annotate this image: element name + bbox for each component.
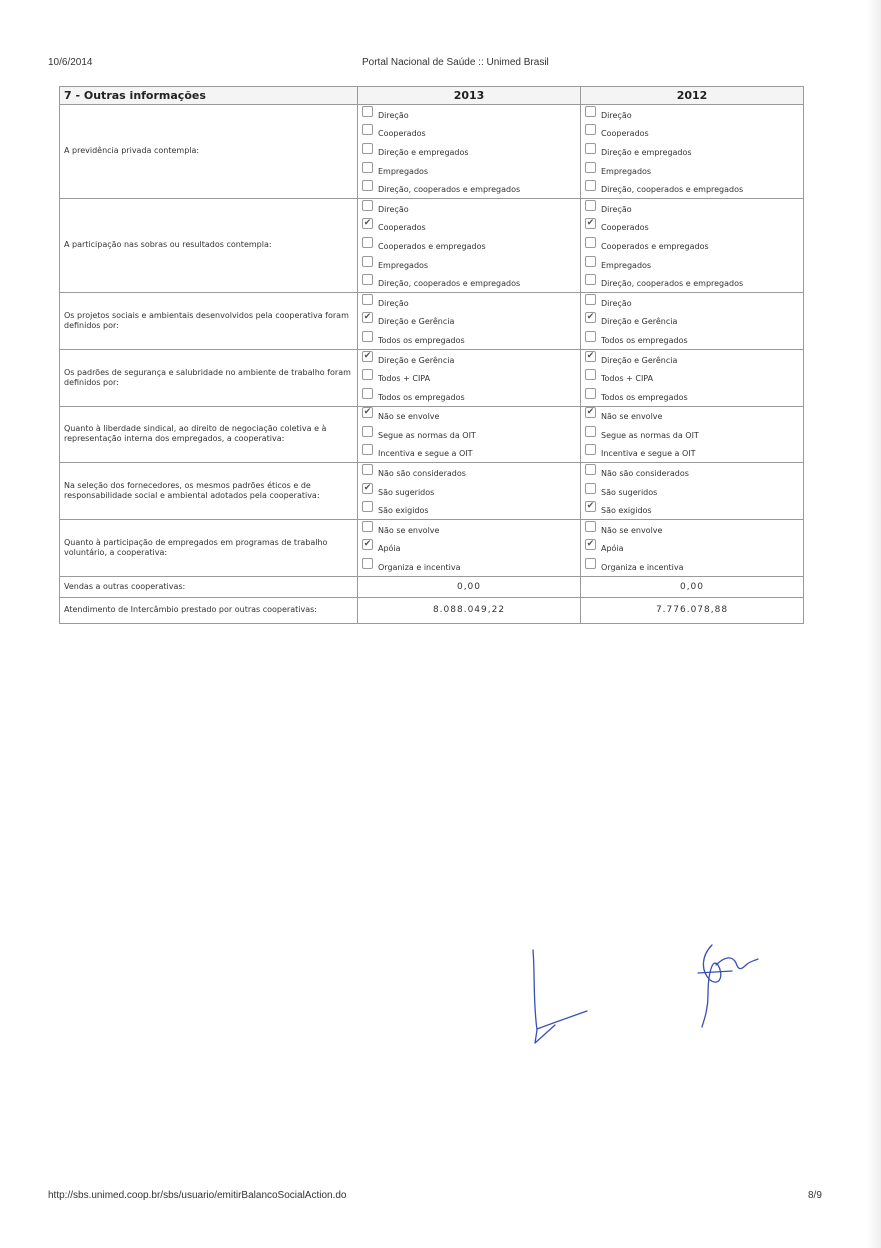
checkmark-icon: ✔ bbox=[586, 218, 595, 229]
checkbox[interactable] bbox=[362, 143, 373, 154]
checkbox-label: Incentiva e segue a OIT bbox=[378, 449, 473, 459]
checkbox[interactable] bbox=[585, 200, 596, 211]
checkmark-icon: ✔ bbox=[363, 350, 372, 361]
checkbox-option[interactable] bbox=[585, 520, 799, 539]
handwritten-signature-right bbox=[690, 935, 770, 1035]
checkbox[interactable] bbox=[585, 312, 596, 323]
outras-informacoes-table bbox=[59, 86, 804, 624]
options-cell-2013 bbox=[358, 406, 581, 463]
checkbox-option[interactable] bbox=[362, 255, 576, 274]
checkbox-label: Não são considerados bbox=[378, 469, 466, 479]
checkbox-option[interactable] bbox=[585, 105, 799, 124]
checkbox[interactable] bbox=[362, 180, 373, 191]
checkbox[interactable] bbox=[585, 351, 596, 362]
checkbox-option[interactable] bbox=[585, 255, 799, 274]
checkbox-option[interactable] bbox=[585, 312, 799, 331]
checkbox-option[interactable] bbox=[362, 387, 576, 406]
checkbox-option[interactable] bbox=[585, 407, 799, 426]
checkbox-label: Segue as normas da OIT bbox=[378, 430, 476, 440]
checkbox[interactable] bbox=[585, 294, 596, 305]
checkbox-option[interactable] bbox=[362, 539, 576, 558]
checkbox[interactable] bbox=[585, 237, 596, 248]
value-cell-2013: 0,00 bbox=[358, 576, 581, 597]
question-cell: Quanto à liberdade sindical, ao direito de negociação coletiva e à representação interna dos empregados, a cooperativa: bbox=[60, 406, 358, 463]
checkbox[interactable] bbox=[585, 539, 596, 550]
checkbox-label: Direção bbox=[378, 204, 409, 214]
checkbox-label: Direção e Gerência bbox=[378, 355, 455, 365]
checkbox[interactable] bbox=[362, 558, 373, 569]
checkbox-label: Direção e empregados bbox=[601, 147, 692, 157]
checkbox[interactable] bbox=[362, 200, 373, 211]
options-cell-2012 bbox=[581, 349, 804, 406]
options-cell-2013 bbox=[358, 292, 581, 349]
checkbox-option[interactable] bbox=[362, 124, 576, 143]
checkbox[interactable] bbox=[362, 162, 373, 173]
options-cell-2013 bbox=[358, 463, 581, 520]
checkbox[interactable] bbox=[362, 483, 373, 494]
checkbox-option[interactable] bbox=[585, 387, 799, 406]
table-row bbox=[60, 463, 804, 520]
table-row bbox=[60, 406, 804, 463]
table-row bbox=[60, 105, 804, 199]
question-cell: Os projetos sociais e ambientais desenvolvidos pela cooperativa foram definidos por: bbox=[60, 292, 358, 349]
checkbox-label: Apóia bbox=[601, 544, 624, 554]
checkbox[interactable] bbox=[585, 143, 596, 154]
checkbox-option[interactable] bbox=[362, 557, 576, 576]
checkmark-icon: ✔ bbox=[363, 312, 372, 323]
options-cell-2013 bbox=[358, 198, 581, 292]
checkbox-label: Direção e Gerência bbox=[601, 355, 678, 365]
checkmark-icon: ✔ bbox=[586, 350, 595, 361]
checkbox[interactable] bbox=[585, 388, 596, 399]
checkmark-icon: ✔ bbox=[586, 312, 595, 323]
checkbox-option[interactable] bbox=[585, 482, 799, 501]
options-cell-2012 bbox=[581, 406, 804, 463]
checkbox-label: Direção bbox=[378, 298, 409, 308]
checkbox-option[interactable] bbox=[362, 425, 576, 444]
table-header-row bbox=[60, 87, 804, 105]
options-cell-2013 bbox=[358, 349, 581, 406]
table-row bbox=[60, 349, 804, 406]
checkbox[interactable] bbox=[585, 256, 596, 267]
checkbox-label: Direção e Gerência bbox=[601, 317, 678, 327]
table-row bbox=[60, 576, 804, 597]
page-edge-shadow bbox=[867, 0, 881, 1248]
print-page-title: Portal Nacional de Saúde :: Unimed Brasil bbox=[362, 57, 549, 68]
checkbox-option[interactable] bbox=[362, 236, 576, 255]
checkbox-label: Direção bbox=[601, 204, 632, 214]
checkbox-option[interactable] bbox=[585, 293, 799, 312]
checkbox-label: São exigidos bbox=[601, 506, 652, 516]
print-url: http://sbs.unimed.coop.br/sbs/usuario/emitirBalancoSocialAction.do bbox=[48, 1190, 347, 1201]
checkbox-label: Direção bbox=[601, 298, 632, 308]
checkbox-label: Não se envolve bbox=[601, 412, 663, 422]
checkbox-option[interactable] bbox=[362, 273, 576, 292]
checkbox-label: Organiza e incentiva bbox=[378, 563, 461, 573]
checkbox[interactable] bbox=[362, 312, 373, 323]
checkbox[interactable] bbox=[362, 331, 373, 342]
checkbox-label: Organiza e incentiva bbox=[601, 563, 684, 573]
checkbox-label: Todos os empregados bbox=[601, 335, 688, 345]
checkbox[interactable] bbox=[585, 558, 596, 569]
checkbox-label: Direção e Gerência bbox=[378, 317, 455, 327]
question-cell: A previdência privada contempla: bbox=[60, 105, 358, 199]
table-row bbox=[60, 198, 804, 292]
checkbox[interactable] bbox=[362, 274, 373, 285]
checkbox-label: Não se envolve bbox=[378, 525, 440, 535]
checkbox-label: Todos os empregados bbox=[378, 335, 465, 345]
checkbox[interactable] bbox=[585, 444, 596, 455]
checkbox[interactable] bbox=[585, 501, 596, 512]
year-header-2013: 2013 bbox=[358, 87, 581, 105]
value-cell-2013: 8.088.049,22 bbox=[358, 597, 581, 623]
options-cell-2012 bbox=[581, 198, 804, 292]
checkbox-option[interactable] bbox=[585, 124, 799, 143]
checkbox-label: Segue as normas da OIT bbox=[601, 430, 699, 440]
checkbox-label: Direção e empregados bbox=[378, 147, 469, 157]
checkbox-option[interactable] bbox=[362, 500, 576, 519]
checkbox[interactable] bbox=[585, 407, 596, 418]
checkbox-option[interactable] bbox=[362, 482, 576, 501]
checkbox-option[interactable] bbox=[362, 161, 576, 180]
options-cell-2012 bbox=[581, 463, 804, 520]
checkbox[interactable] bbox=[362, 237, 373, 248]
checkbox-label: São sugeridos bbox=[601, 487, 658, 497]
checkbox[interactable] bbox=[362, 106, 373, 117]
checkbox[interactable] bbox=[585, 521, 596, 532]
checkbox-option[interactable] bbox=[585, 539, 799, 558]
checkbox-label: Direção, cooperados e empregados bbox=[601, 279, 744, 289]
checkbox-label: Todos + CIPA bbox=[378, 374, 431, 384]
checkbox[interactable] bbox=[585, 426, 596, 437]
checkbox-label: São sugeridos bbox=[378, 487, 435, 497]
checkbox-label: Direção bbox=[601, 110, 632, 120]
checkbox-option[interactable] bbox=[585, 463, 799, 482]
checkbox[interactable] bbox=[585, 483, 596, 494]
question-cell: A participação nas sobras ou resultados contempla: bbox=[60, 198, 358, 292]
checkbox-label: Não se envolve bbox=[378, 412, 440, 422]
print-date: 10/6/2014 bbox=[48, 57, 93, 68]
question-cell: Atendimento de Intercâmbio prestado por outras cooperativas: bbox=[60, 597, 358, 623]
checkbox-option[interactable] bbox=[585, 557, 799, 576]
checkbox[interactable] bbox=[362, 256, 373, 267]
value-cell-2012: 7.776.078,88 bbox=[581, 597, 804, 623]
checkbox[interactable] bbox=[585, 124, 596, 135]
options-cell-2012 bbox=[581, 520, 804, 577]
checkbox-label: São exigidos bbox=[378, 506, 429, 516]
year-header-2012: 2012 bbox=[581, 87, 804, 105]
checkbox-label: Cooperados bbox=[378, 223, 426, 233]
checkbox[interactable] bbox=[362, 464, 373, 475]
checkbox[interactable] bbox=[585, 218, 596, 229]
checkbox-option[interactable] bbox=[362, 312, 576, 331]
checkbox-label: Empregados bbox=[378, 166, 429, 176]
checkbox[interactable] bbox=[585, 180, 596, 191]
checkbox-option[interactable] bbox=[585, 330, 799, 349]
checkmark-icon: ✔ bbox=[363, 539, 372, 550]
checkmark-icon: ✔ bbox=[586, 407, 595, 418]
checkbox[interactable] bbox=[362, 351, 373, 362]
checkbox-label: Direção, cooperados e empregados bbox=[378, 279, 521, 289]
checkbox-option[interactable] bbox=[362, 199, 576, 218]
checkbox-option[interactable] bbox=[585, 350, 799, 369]
checkbox[interactable] bbox=[362, 388, 373, 399]
options-cell-2012 bbox=[581, 292, 804, 349]
checkbox-label: Cooperados bbox=[378, 129, 426, 139]
checkbox-label: Apóia bbox=[378, 544, 401, 554]
checkbox-option[interactable] bbox=[362, 463, 576, 482]
checkmark-icon: ✔ bbox=[363, 482, 372, 493]
checkbox-option[interactable] bbox=[585, 199, 799, 218]
checkbox-option[interactable] bbox=[585, 425, 799, 444]
checkbox-label: Todos os empregados bbox=[378, 392, 465, 402]
checkbox-option[interactable] bbox=[362, 350, 576, 369]
checkbox-option[interactable] bbox=[362, 330, 576, 349]
checkbox-option[interactable] bbox=[585, 500, 799, 519]
checkbox[interactable] bbox=[362, 501, 373, 512]
checkbox-option[interactable] bbox=[362, 179, 576, 198]
checkbox-option[interactable] bbox=[362, 105, 576, 124]
checkbox-option[interactable] bbox=[585, 218, 799, 237]
question-cell: Quanto à participação de empregados em programas de trabalho voluntário, a cooperativa: bbox=[60, 520, 358, 577]
checkmark-icon: ✔ bbox=[586, 501, 595, 512]
checkbox-label: Cooperados e empregados bbox=[378, 241, 486, 251]
checkbox-label: Todos + CIPA bbox=[601, 374, 654, 384]
checkmark-icon: ✔ bbox=[363, 407, 372, 418]
checkbox[interactable] bbox=[362, 444, 373, 455]
print-page-number: 8/9 bbox=[808, 1190, 822, 1201]
options-cell-2013 bbox=[358, 105, 581, 199]
checkbox-label: Não são considerados bbox=[601, 469, 689, 479]
checkbox-option[interactable] bbox=[585, 444, 799, 463]
checkbox-label: Direção, cooperados e empregados bbox=[378, 185, 521, 195]
checkbox[interactable] bbox=[362, 294, 373, 305]
question-cell: Na seleção dos fornecedores, os mesmos padrões éticos e de responsabilidade social e ambiental adotados pela cooperativa: bbox=[60, 463, 358, 520]
checkbox-option[interactable] bbox=[362, 407, 576, 426]
checkbox-option[interactable] bbox=[362, 293, 576, 312]
checkbox-label: Direção, cooperados e empregados bbox=[601, 185, 744, 195]
checkbox-label: Cooperados e empregados bbox=[601, 241, 709, 251]
checkbox[interactable] bbox=[585, 106, 596, 117]
checkmark-icon: ✔ bbox=[363, 218, 372, 229]
options-cell-2013 bbox=[358, 520, 581, 577]
checkbox[interactable] bbox=[585, 369, 596, 380]
options-cell-2012 bbox=[581, 105, 804, 199]
checkbox-option[interactable] bbox=[362, 444, 576, 463]
checkbox[interactable] bbox=[362, 218, 373, 229]
checkbox[interactable] bbox=[362, 521, 373, 532]
checkbox-option[interactable] bbox=[362, 368, 576, 387]
table-row bbox=[60, 520, 804, 577]
checkbox-option[interactable] bbox=[362, 142, 576, 161]
checkbox-label: Não se envolve bbox=[601, 525, 663, 535]
checkbox[interactable] bbox=[585, 274, 596, 285]
checkbox-option[interactable] bbox=[585, 161, 799, 180]
checkbox-label: Empregados bbox=[378, 260, 429, 270]
checkmark-icon: ✔ bbox=[586, 539, 595, 550]
checkbox-option[interactable] bbox=[585, 179, 799, 198]
checkbox[interactable] bbox=[362, 539, 373, 550]
checkbox-label: Cooperados bbox=[601, 223, 649, 233]
checkbox-option[interactable] bbox=[585, 236, 799, 255]
checkbox-label: Todos os empregados bbox=[601, 392, 688, 402]
checkbox[interactable] bbox=[362, 426, 373, 437]
checkbox[interactable] bbox=[362, 407, 373, 418]
section-title: 7 - Outras informações bbox=[60, 87, 358, 105]
checkbox-label: Empregados bbox=[601, 260, 652, 270]
handwritten-signature-left bbox=[515, 945, 605, 1055]
checkbox-option[interactable] bbox=[585, 368, 799, 387]
checkbox[interactable] bbox=[362, 124, 373, 135]
checkbox-label: Cooperados bbox=[601, 129, 649, 139]
question-cell: Os padrões de segurança e salubridade no ambiente de trabalho foram definidos por: bbox=[60, 349, 358, 406]
value-cell-2012: 0,00 bbox=[581, 576, 804, 597]
checkbox[interactable] bbox=[585, 331, 596, 342]
checkbox-option[interactable] bbox=[362, 520, 576, 539]
checkbox[interactable] bbox=[585, 162, 596, 173]
checkbox-option[interactable] bbox=[585, 273, 799, 292]
checkbox-label: Empregados bbox=[601, 166, 652, 176]
checkbox[interactable] bbox=[585, 464, 596, 475]
question-cell: Vendas a outras cooperativas: bbox=[60, 576, 358, 597]
table-row bbox=[60, 292, 804, 349]
checkbox-label: Direção bbox=[378, 110, 409, 120]
checkbox-option[interactable] bbox=[362, 218, 576, 237]
checkbox-label: Incentiva e segue a OIT bbox=[601, 449, 696, 459]
table-row bbox=[60, 597, 804, 623]
checkbox[interactable] bbox=[362, 369, 373, 380]
checkbox-option[interactable] bbox=[585, 142, 799, 161]
